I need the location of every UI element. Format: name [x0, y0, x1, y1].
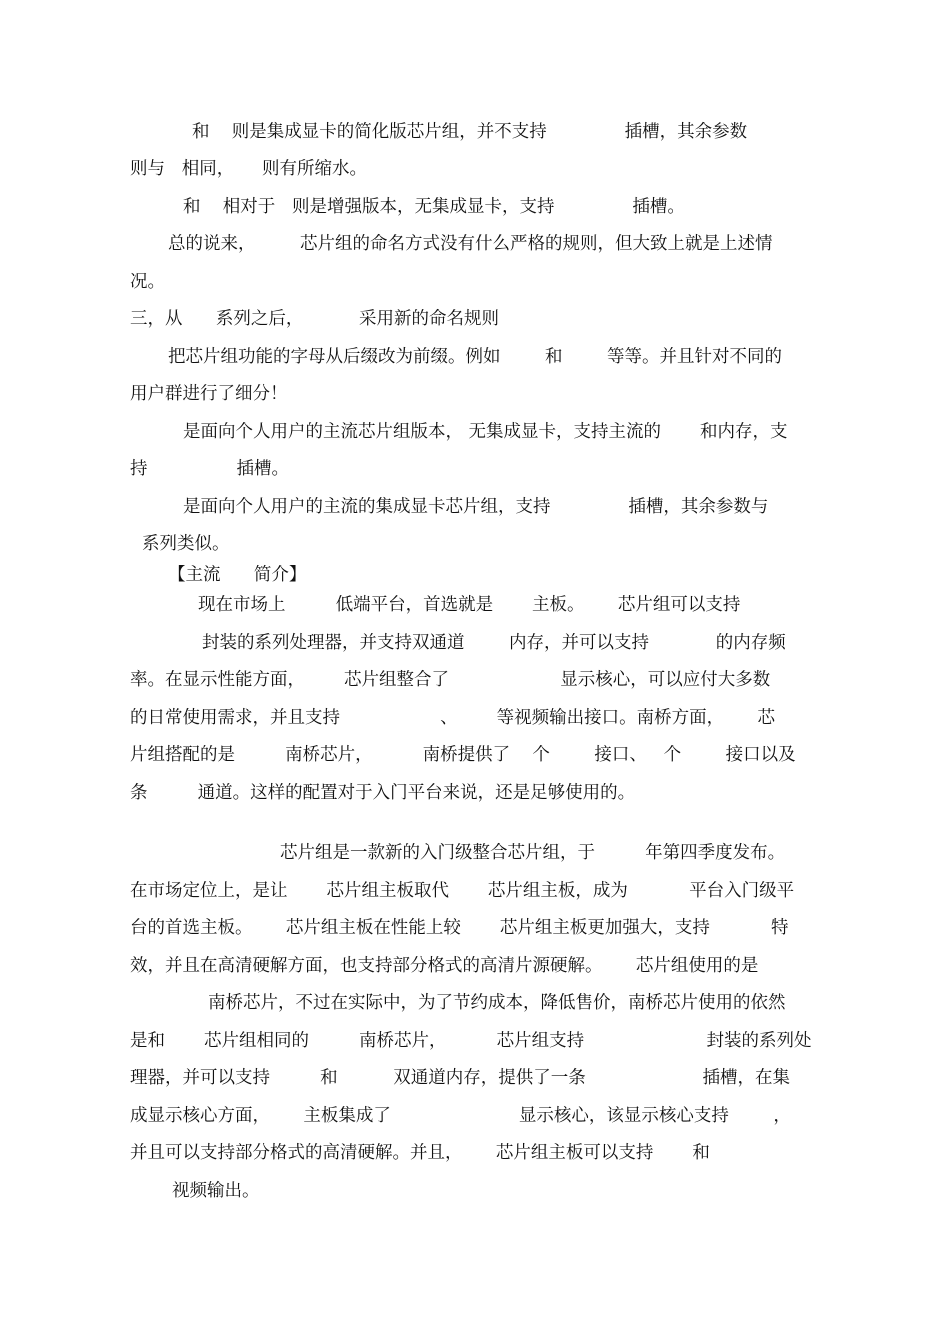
section-heading: 三，从 系列之后， 采用新的命名规则: [130, 309, 500, 329]
text-line: 用户群进行了细分！: [130, 384, 288, 404]
text-line: 台的首选主板。 芯片组主板在性能上较 芯片组主板更加强大，支持 特: [130, 918, 789, 938]
text-line: 总的说来， 芯片组的命名方式没有什么严格的规则，但大致上就是上述情: [168, 234, 773, 254]
text-line: 片组搭配的是 南桥芯片， 南桥提供了 个 接口、 个 接口以及: [130, 745, 796, 765]
text-line: 是面向个人用户的主流芯片组版本， 无集成显卡，支持主流的 和内存，支: [183, 422, 788, 442]
subsection-heading: 【主流 简介】: [168, 565, 307, 585]
text-line: 理器，并可以支持 和 双通道内存，提供了一条 插槽，在集: [130, 1068, 791, 1088]
text-line: 持 插槽。: [130, 459, 290, 479]
text-line: 是和 芯片组相同的 南桥芯片， 芯片组支持 封装的系列处: [130, 1031, 812, 1051]
text-line: 南桥芯片，不过在实际中，为了节约成本，降低售价，南桥芯片使用的依然: [208, 993, 786, 1013]
text-line: 把芯片组功能的字母从后缀改为前缀。例如 和 等等。并且针对不同的: [168, 347, 783, 367]
text-line: 和 则是集成显卡的简化版芯片组，并不支持 插槽，其余参数: [192, 122, 748, 142]
text-line: 视频输出。: [172, 1181, 260, 1201]
text-line: 则与 相同， 则有所缩水。: [130, 159, 368, 179]
text-line: 封装的系列处理器，并支持双通道 内存，并可以支持 的内存频: [202, 633, 786, 653]
text-line: 在市场定位上，是让 芯片组主板取代 芯片组主板，成为 平台入门级平: [130, 881, 795, 901]
text-line: 芯片组是一款新的入门级整合芯片组，于 年第四季度发布。: [280, 843, 786, 863]
text-line: 率。在显示性能方面， 芯片组整合了 显示核心，可以应付大多数: [130, 670, 771, 690]
text-line: 系列类似。: [142, 534, 230, 554]
text-line: 是面向个人用户的主流的集成显卡芯片组，支持 插槽，其余参数与: [183, 497, 769, 517]
text-line: 条 通道。这样的配置对于入门平台来说，还是足够使用的。: [130, 783, 636, 803]
text-line: 况。: [130, 272, 165, 292]
text-line: 效，并且在高清硬解方面，也支持部分格式的高清片源硬解。 芯片组使用的是: [130, 956, 759, 976]
text-line: 现在市场上 低端平台，首选就是 主板。 芯片组可以支持: [198, 595, 741, 615]
text-line: 的日常使用需求，并且支持 、 等视频输出接口。南桥方面， 芯: [130, 708, 775, 728]
text-line: 和 相对于 则是增强版本，无集成显卡，支持 插槽。: [183, 197, 685, 217]
text-line: 成显示核心方面， 主板集成了 显示核心，该显示核心支持 ，: [130, 1106, 791, 1126]
text-line: 并且可以支持部分格式的高清硬解。并且， 芯片组主板可以支持 和: [130, 1143, 710, 1163]
